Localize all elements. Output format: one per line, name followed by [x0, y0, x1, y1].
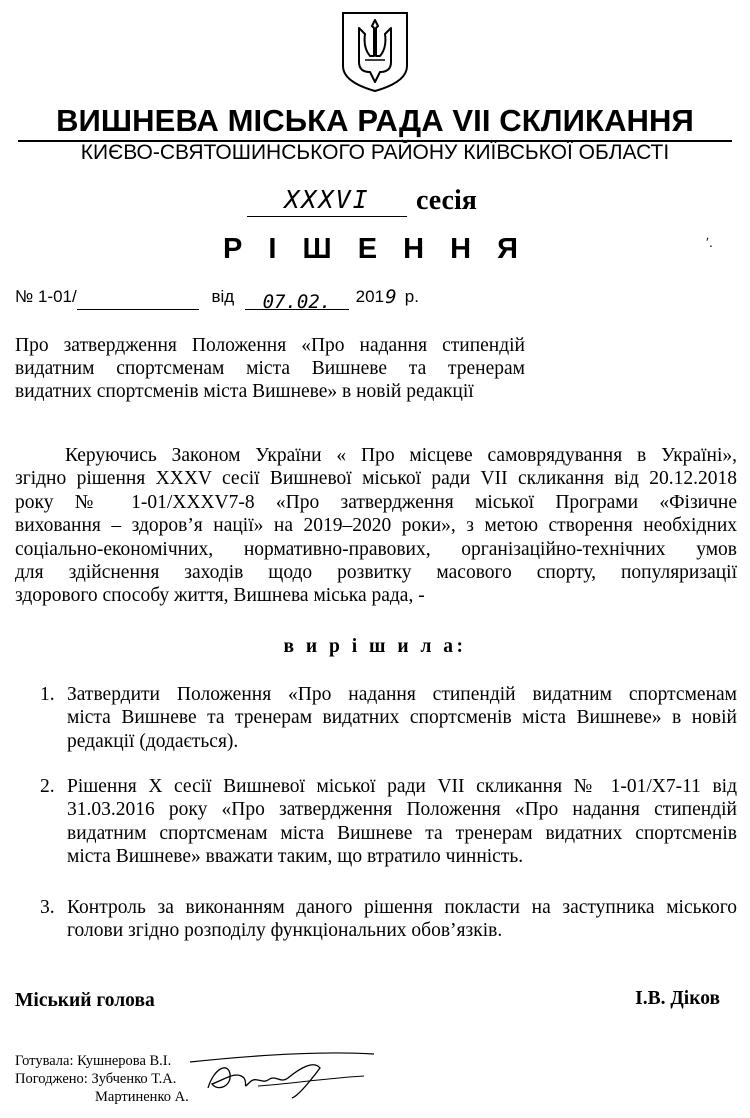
handwritten-signature	[188, 1040, 378, 1102]
stray-mark: ʹ.	[706, 236, 713, 251]
approvals-footer	[15, 1052, 189, 1106]
preamble-line: виховання – здоров’я нації» на 2019–2020 роки», з метою створення необхідних	[15, 515, 737, 537]
item-line: голови згідно розподілу функціональних обов’язків.	[67, 920, 503, 942]
year-prefix: 201	[355, 287, 385, 306]
resolution-item	[40, 896, 737, 943]
subject-line: видатних спортсменів міста Вишневе» в новій редакції	[15, 381, 474, 402]
signatory-title: Міський голова	[15, 990, 155, 1011]
session-label: сесія	[416, 185, 477, 216]
preamble	[15, 444, 737, 608]
year-handwritten: 9	[385, 286, 397, 308]
item-line: Контроль за виконанням даного рішення покласти на заступника міського	[67, 897, 737, 918]
item-number: 2.	[40, 776, 55, 797]
session-number-handwritten: XXXVI	[247, 184, 407, 217]
date-label: від	[211, 287, 235, 306]
preamble-line: соціально-економічних, нормативно-правових, організаційно-технічних умов	[15, 538, 737, 560]
district-name: КИЄВО-СВЯТОШИНСЬКОГО РАЙОНУ КИЇВСЬКОЇ ОБЛАСТІ	[80, 141, 670, 164]
item-line: Затвердити Положення «Про надання стипендій видатним спортсменам	[67, 684, 737, 705]
subject-line: Про затвердження Положення «Про надання стипендій	[15, 335, 525, 356]
session-line	[0, 184, 750, 224]
decision-number-date-line	[15, 284, 419, 313]
item-line: міста Вишневе та тренерам видатних спортсменів міста Вишневе» в новій	[67, 707, 737, 729]
number-prefix: № 1-01/	[15, 287, 77, 306]
item-line: редакції (додається).	[67, 730, 239, 752]
date-handwritten: 07.02.	[245, 289, 349, 310]
agreed-by: Погоджено: Зубченко Т.А.	[15, 1071, 177, 1087]
item-line: Рішення X сесії Вишневої міської ради VII скликання № 1-01/X7-11 від	[67, 776, 737, 797]
resolution-item	[40, 775, 737, 868]
item-number: 1.	[40, 684, 55, 705]
item-line: 31.03.2016 року «Про затвердження Положення «Про надання стипендій	[67, 799, 737, 821]
preamble-line: року № 1-01/XXXV7-8 «Про затвердження міської Програми «Фізичне	[15, 491, 737, 513]
number-blank	[77, 289, 199, 310]
year-suffix: р.	[404, 287, 419, 306]
resolution-item	[40, 683, 737, 753]
agreed-by-second: Мартиненко А.	[95, 1089, 189, 1105]
preamble-line: для здійснення заходів щодо розвитку масового спорту, популяризації	[15, 562, 737, 584]
trident-coat-of-arms-icon	[339, 10, 411, 94]
item-line: міста Вишневе» вважати таким, що втратило чинність.	[67, 845, 524, 867]
prepared-by: Готувала: Кушнерова В.І.	[15, 1053, 172, 1069]
decision-subject	[15, 334, 525, 403]
preamble-line: Керуючись Законом України « Про місцеве самоврядування в Україні»,	[65, 445, 737, 466]
item-line: видатним спортсменам міста Вишневе та тренерам видатних спортсменів	[67, 822, 737, 844]
signatory-name: І.В. Діков	[635, 988, 720, 1009]
preamble-line: здорового способу життя, Вишнева міська рада, -	[15, 585, 425, 607]
item-number: 3.	[40, 897, 55, 918]
subject-line: видатним спортсменам міста Вишневе та тренерам	[15, 358, 525, 379]
decision-title: Р І Ш Е Н Н Я	[223, 233, 527, 265]
resolved-heading: в и р і ш и л а:	[283, 636, 467, 657]
council-name: ВИШНЕВА МІСЬКА РАДА VII СКЛИКАННЯ	[56, 103, 694, 138]
preamble-line: згідно рішення XXXV сесії Вишневої міської ради VII скликання від 20.12.2018	[15, 468, 737, 490]
